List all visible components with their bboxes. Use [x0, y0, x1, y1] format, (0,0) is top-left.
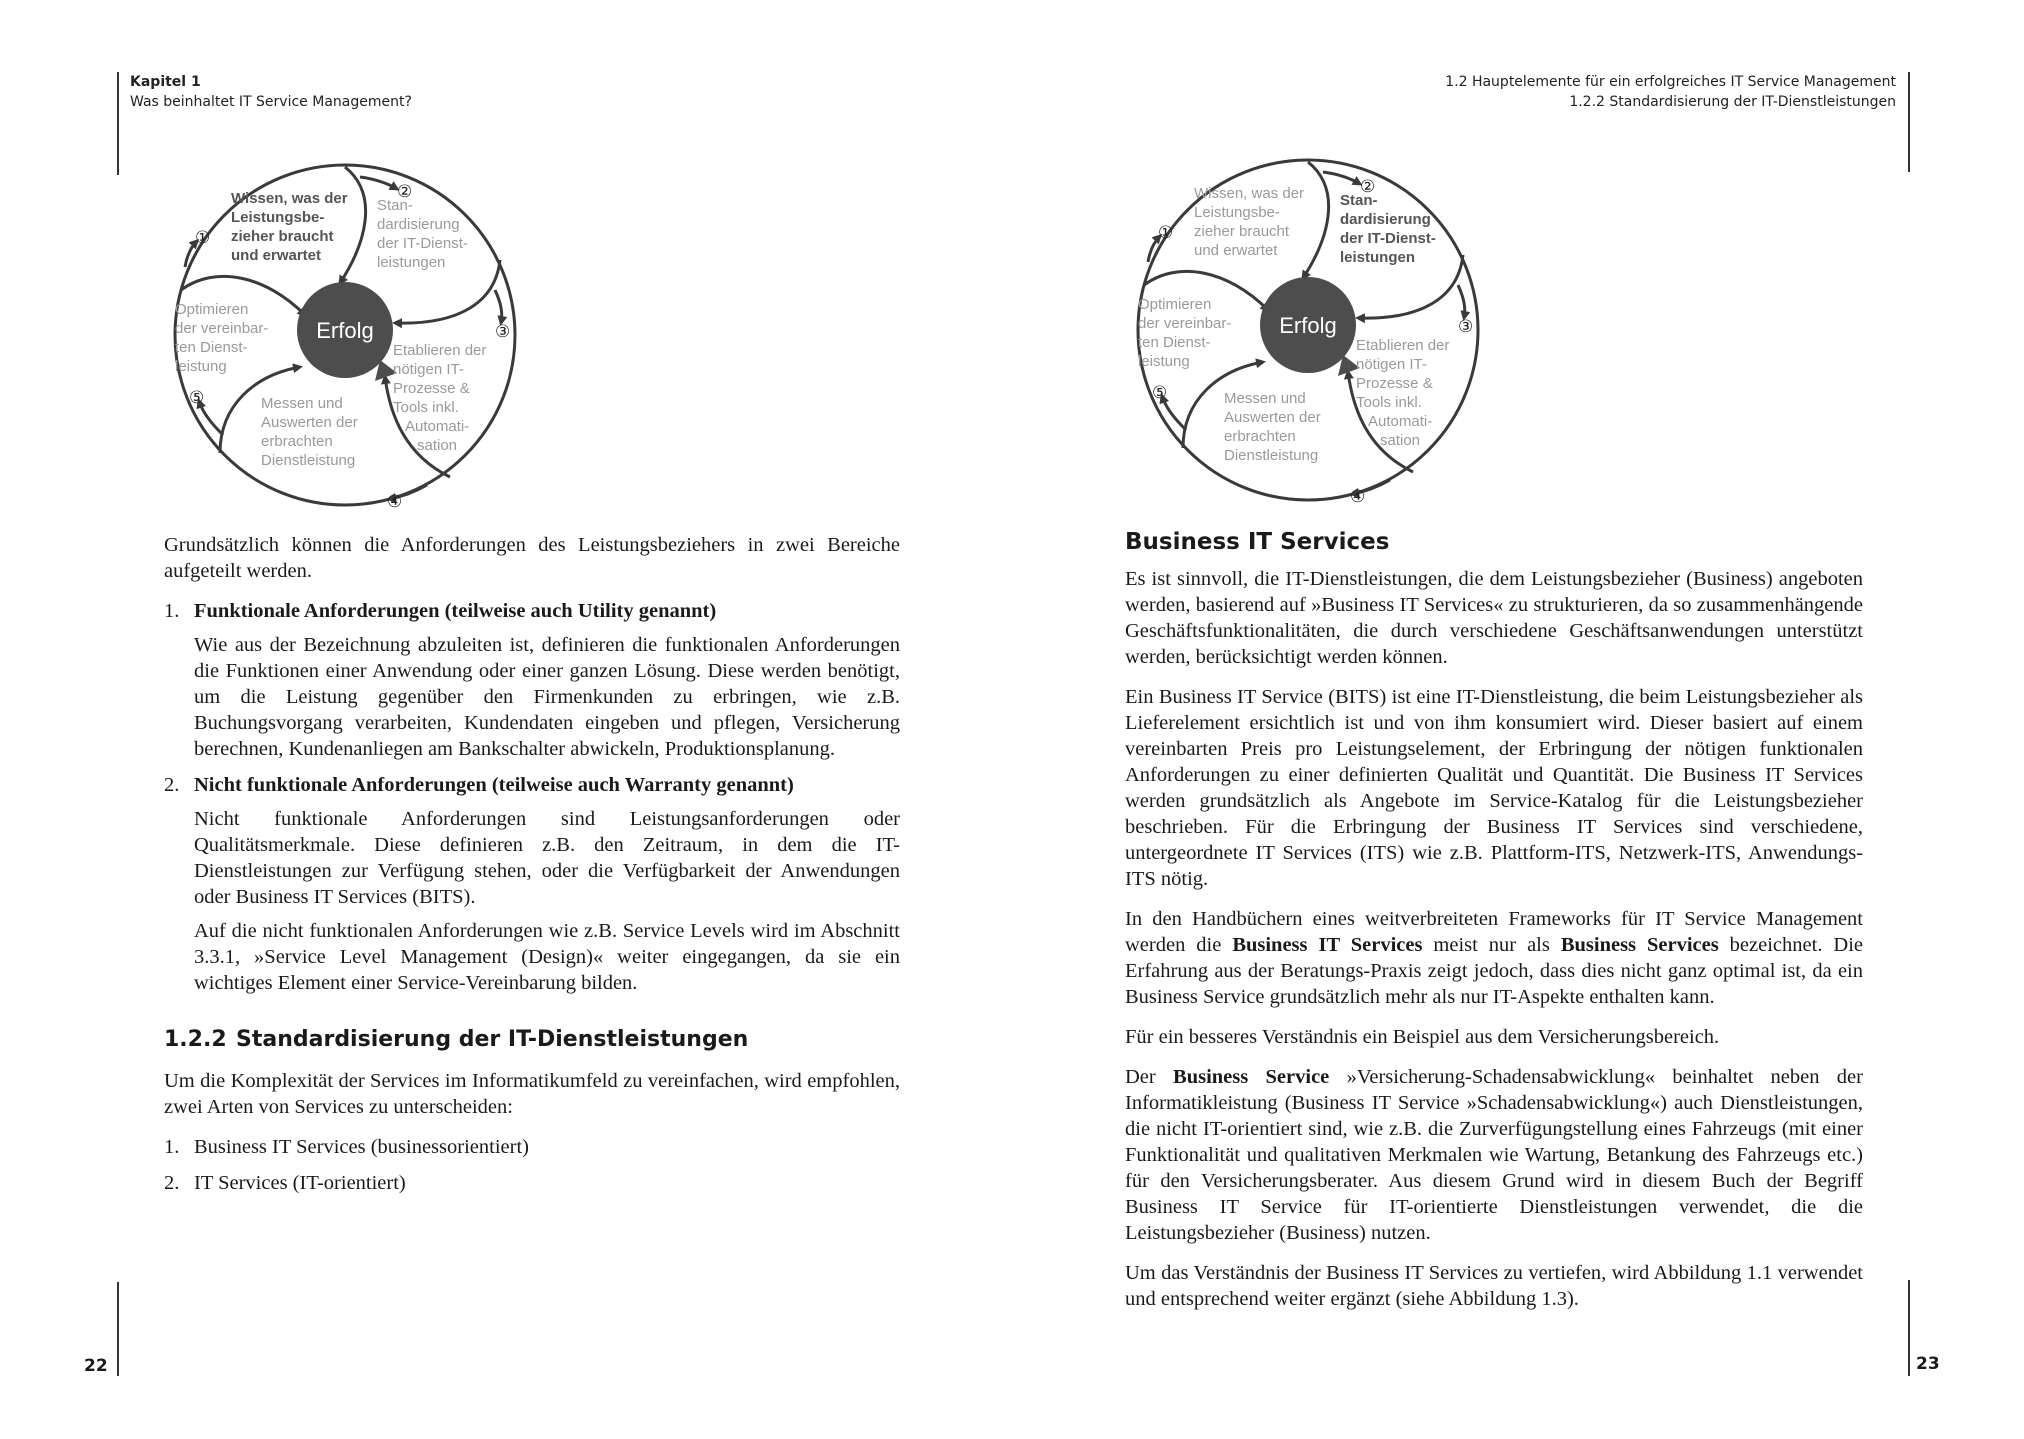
marker-2: ②: [397, 182, 413, 201]
svg-text:Etablieren der: Etablieren der: [393, 342, 487, 359]
svg-text:und erwartet: und erwartet: [1194, 242, 1278, 259]
requirement-item-2: [164, 772, 900, 996]
paragraph: Für ein besseres Verständnis ein Beispiel aus dem Versicherungsbereich.: [1125, 1026, 1720, 1048]
svg-text:Optimieren: Optimieren: [1138, 296, 1212, 313]
center-label: Erfolg: [316, 318, 374, 343]
marker-4: ④: [387, 492, 403, 511]
service-type-item: [164, 1170, 900, 1196]
requirements-list: [164, 598, 900, 996]
chapter-label: Kapitel 1: [130, 74, 201, 90]
list-number: 1.: [164, 1136, 180, 1158]
left-body: [164, 532, 900, 1206]
header-rule-left: [117, 72, 119, 175]
marker-2: ②: [1360, 177, 1376, 196]
cycle-diagram-right: [1128, 150, 1488, 515]
marker-5: ⑤: [189, 388, 205, 407]
svg-text:Messen und: Messen und: [1224, 390, 1306, 407]
svg-text:Etablieren der: Etablieren der: [1356, 337, 1450, 354]
svg-text:Stan-: Stan-: [377, 197, 413, 214]
section-heading: [164, 1026, 900, 1054]
paragraph: Der Business Service »Versicherung-Schadensabwicklung« beinhaltet neben der Informatikleistung (Business IT Service »Schadensabwicklung«) auch Dienstleistungen, die nicht IT-orientiert sind, wie z.B. die Zurverfügungstellung eines Fahrzeugs (mit einer Funktionalität und qualitativen Merkmalen wie Wartung, Betankung des Fahrzeugs etc.) für den Versicherungsberater. Aus diesem Grund wird in diesem Buch der Begriff Business IT Service für IT-orientierte Dienstleistungen verwendet, die die Leistungsbezieher (Business) nutzen.: [1125, 1066, 1863, 1244]
paragraph: Ein Business IT Service (BITS) ist eine IT-Dienstleistung, die beim Leistungsbezieher als Lieferelement ersichtlich ist und von ihm konsumiert wird. Dieser basiert auf einem vereinbarten Preis pro Leistungselement, der Erbringung der nötigen funktionalen Anforderungen zu einer definierten Qualität und Quantität. Die Business IT Services werden grundsätzlich als Angebote im Service-Katalog für die Leistungsbezieher beschrieben. Für die Erbringung der Business IT Services sind verschiedene, untergeordnete IT Services (ITS) wie z.B. Plattform-ITS, Netzwerk-ITS, Anwendungs-ITS nötig.: [1125, 686, 1863, 890]
page-number-right: 23: [1916, 1354, 1940, 1374]
svg-text:nötigen IT-: nötigen IT-: [1356, 356, 1427, 373]
svg-text:Messen und: Messen und: [261, 395, 343, 412]
marker-1: ①: [195, 228, 211, 247]
svg-text:leistung: leistung: [175, 358, 227, 375]
svg-text:erbrachten: erbrachten: [1224, 428, 1296, 445]
list-number: 2.: [164, 1172, 180, 1194]
section-number: 1.2.2: [164, 1027, 227, 1052]
marker-1: ①: [1158, 223, 1174, 242]
marker-5: ⑤: [1152, 383, 1168, 402]
svg-text:sation: sation: [417, 437, 458, 454]
footer-rule-right: [1908, 1280, 1910, 1376]
svg-text:Dienstleistung: Dienstleistung: [261, 452, 356, 469]
svg-text:Optimieren: Optimieren: [175, 301, 249, 318]
svg-text:Tools inkl.: Tools inkl.: [1356, 394, 1422, 411]
subheading-business-it-services: Business IT Services: [1125, 529, 1390, 555]
paragraph: In den Handbüchern eines weitverbreiteten Frameworks für IT Service Management werden die Business IT Services meist nur als Business Services bezeichnet. Die Erfahrung aus der Beratungs-Praxis zeigt jedoch, dass dies nicht ganz optimal ist, da ein Business Service grundsätzlich mehr als nur IT-Aspekte enthalten kann.: [1125, 908, 1864, 1008]
svg-text:Automati-: Automati-: [405, 418, 470, 435]
svg-text:nötigen IT-: nötigen IT-: [393, 361, 464, 378]
svg-text:Wissen, was der: Wissen, was der: [1194, 185, 1305, 202]
cycle-diagram-left: [165, 155, 525, 520]
section-title: Standardisierung der IT-Dienstleistungen: [236, 1027, 749, 1052]
marker-4: ④: [1350, 487, 1366, 506]
svg-text:der vereinbar-: der vereinbar-: [175, 320, 269, 337]
intro-paragraph: Grundsätzlich können die Anforderungen des Leistungsbeziehers in zwei Bereiche aufgeteilt werden.: [164, 534, 900, 582]
svg-text:Auswerten der: Auswerten der: [1224, 409, 1321, 426]
paragraph: Es ist sinnvoll, die IT-Dienstleistungen, die dem Leistungsbezieher (Business) angeboten werden, basierend auf »Business IT Services« zu strukturieren, da so zusammenhängende Geschäftsfunktionalitäten, die durch verschiedene Geschäftsanwendungen unterstützt werden, berücksichtigt werden können.: [1125, 568, 1863, 668]
svg-text:Tools inkl.: Tools inkl.: [393, 399, 459, 416]
requirement-item-1: [164, 598, 900, 762]
svg-text:leistung: leistung: [1138, 353, 1190, 370]
svg-text:Leistungsbe-: Leistungsbe-: [1194, 204, 1280, 221]
chapter-title: Was beinhaltet IT Service Management?: [130, 94, 412, 110]
svg-text:sation: sation: [1380, 432, 1421, 449]
svg-text:Prozesse &: Prozesse &: [393, 380, 470, 397]
list-number: 2.: [164, 774, 180, 796]
footer-rule-left: [117, 1282, 119, 1376]
center-label: Erfolg: [1279, 313, 1337, 338]
svg-text:Stan-: Stan-: [1340, 192, 1378, 209]
marker-3: ③: [495, 322, 511, 341]
section-intro: Um die Komplexität der Services im Informatikumfeld zu vereinfachen, wird empfohlen, zwei Arten von Services zu unterscheiden:: [164, 1070, 900, 1118]
running-header: [130, 72, 412, 112]
header-line-2: 1.2.2 Standardisierung der IT-Dienstleistungen: [1569, 94, 1896, 110]
marker-3: ③: [1458, 317, 1474, 336]
svg-text:und erwartet: und erwartet: [231, 247, 322, 264]
svg-text:ten Dienst-: ten Dienst-: [175, 339, 248, 356]
running-header-right: [1445, 72, 1896, 112]
svg-text:Dienstleistung: Dienstleistung: [1224, 447, 1319, 464]
svg-text:der IT-Dienst-: der IT-Dienst-: [377, 235, 468, 252]
header-rule-right: [1908, 72, 1910, 172]
list-number: 1.: [164, 600, 180, 622]
paragraph: Um das Verständnis der Business IT Services zu vertiefen, wird Abbildung 1.1 verwendet und entsprechend weiter ergänzt (siehe Abbildung 1.3).: [1125, 1262, 1863, 1310]
requirement-title: Nicht funktionale Anforderungen (teilweise auch Warranty genannt): [194, 774, 794, 796]
requirement-paragraph: Auf die nicht funktionalen Anforderungen wie z.B. Service Levels wird im Abschnitt 3.3.1, »Service Level Management (Design)« weiter eingegangen, da sie ein wichtiges Element einer Service-Vereinbarung bilden.: [194, 920, 900, 994]
requirement-paragraph: Nicht funktionale Anforderungen sind Leistungsanforderungen oder Qualitätsmerkmale. Diese definieren z.B. den Zeitraum, in dem die IT-Dienstleistungen zur Verfügung stehen, oder die Verfügbarkeit der Anwendungen oder Business IT Services (BITS).: [194, 808, 900, 908]
svg-text:Prozesse &: Prozesse &: [1356, 375, 1433, 392]
svg-text:Wissen, was der: Wissen, was der: [231, 190, 348, 207]
svg-text:Automati-: Automati-: [1368, 413, 1433, 430]
svg-text:der vereinbar-: der vereinbar-: [1138, 315, 1232, 332]
svg-text:Auswerten der: Auswerten der: [261, 414, 358, 431]
svg-text:zieher braucht: zieher braucht: [1194, 223, 1290, 240]
header-line-1: 1.2 Hauptelemente für ein erfolgreiches IT Service Management: [1445, 74, 1896, 90]
svg-text:der IT-Dienst-: der IT-Dienst-: [1340, 230, 1436, 247]
service-types-list: [164, 1134, 900, 1196]
svg-text:ten Dienst-: ten Dienst-: [1138, 334, 1211, 351]
svg-text:leistungen: leistungen: [377, 254, 446, 271]
page-number: 22: [84, 1356, 108, 1376]
service-type-text: IT Services (IT-orientiert): [194, 1172, 406, 1194]
requirement-paragraph: Wie aus der Bezeichnung abzuleiten ist, definieren die funktionalen Anforderungen die Funktionen einer Anwendung oder einer ganzen Lösung. Diese werden benötigt, um die Leistung gegenüber den Firmenkunden zu erbringen, wie z.B. Buchungsvorgang verarbeiten, Kundendaten eingeben und pflegen, Versicherung berechnen, Kundenanliegen am Bankschalter abwickeln, Produktionsplanung.: [194, 634, 900, 760]
service-type-text: Business IT Services (businessorientiert): [194, 1136, 529, 1158]
svg-text:dardisierung: dardisierung: [1340, 211, 1431, 228]
svg-text:leistungen: leistungen: [1340, 249, 1416, 266]
svg-text:erbrachten: erbrachten: [261, 433, 333, 450]
service-type-item: [164, 1134, 900, 1160]
requirement-title: Funktionale Anforderungen (teilweise auch Utility genannt): [194, 600, 717, 622]
right-body: [1125, 566, 1863, 1326]
svg-text:dardisierung: dardisierung: [377, 216, 460, 233]
svg-text:Leistungsbe-: Leistungsbe-: [231, 209, 325, 226]
svg-text:zieher braucht: zieher braucht: [231, 228, 334, 245]
